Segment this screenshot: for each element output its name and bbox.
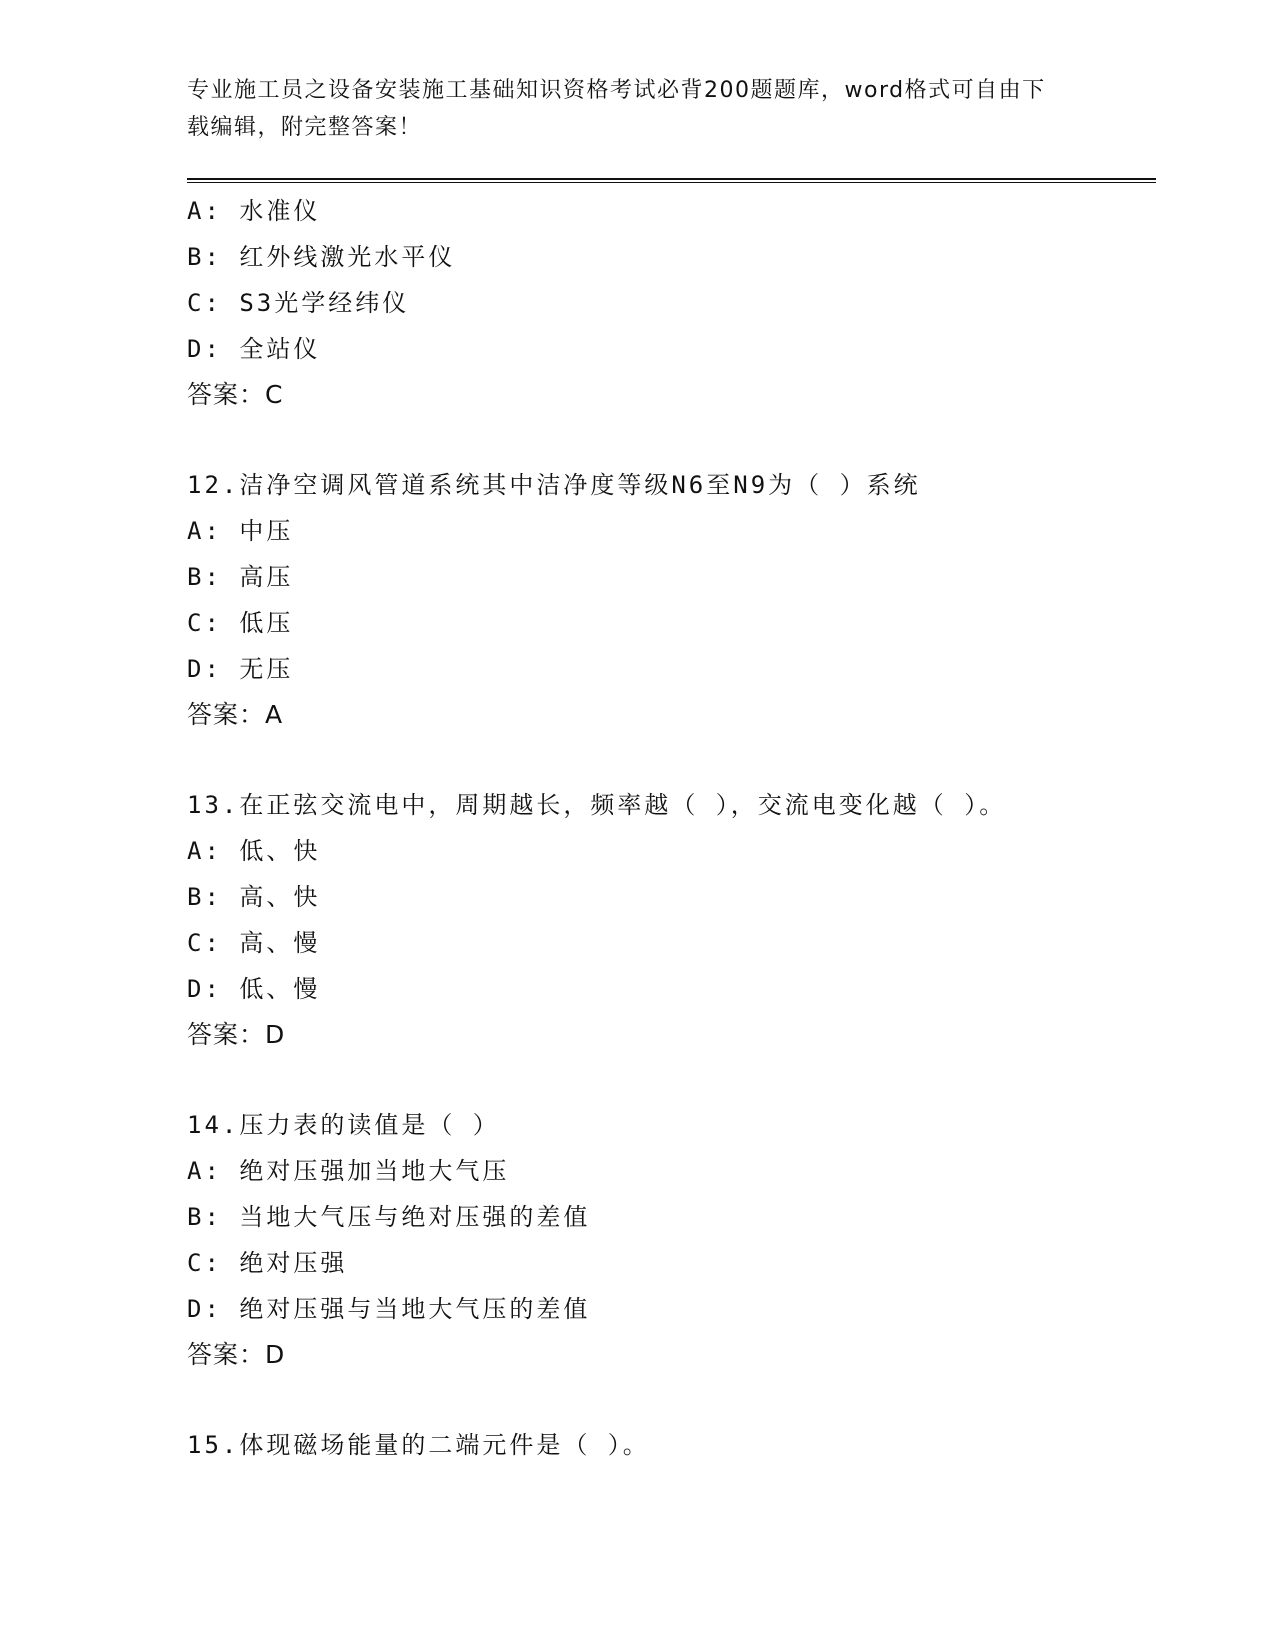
option-b: B: 高、快 <box>187 883 321 911</box>
option-c: C: S3光学经纬仪 <box>187 289 410 317</box>
answer-line: 答案：D <box>187 1020 286 1049</box>
question-text: 12.洁净空调风管道系统其中洁净度等级N6至N9为（ ）系统 <box>187 471 921 499</box>
question-15-block <box>187 1422 1147 1468</box>
option-c: C: 高、慢 <box>187 929 321 957</box>
option-b: B: 红外线激光水平仪 <box>187 243 456 271</box>
document-header-description: 专业施工员之设备安装施工基础知识资格考试必背200题题库，word格式可自由下载编辑，附完整答案！ <box>187 78 1046 140</box>
divider-thick-line <box>187 178 1156 180</box>
option-b: B: 高压 <box>187 563 294 591</box>
answer-line: 答案：D <box>187 1340 286 1369</box>
question-spacer <box>187 418 1147 462</box>
question-text: 13.在正弦交流电中，周期越长，频率越（ ），交流电变化越（ ）。 <box>187 791 1007 819</box>
option-b: B: 当地大气压与绝对压强的差值 <box>187 1203 591 1231</box>
question-list <box>187 188 1147 1468</box>
header-divider <box>187 178 1156 183</box>
option-d: D: 全站仪 <box>187 335 321 363</box>
option-a: A: 低、快 <box>187 837 321 865</box>
option-c: C: 绝对压强 <box>187 1249 348 1277</box>
question-11-block <box>187 188 1147 418</box>
question-text: 15.体现磁场能量的二端元件是（ ）。 <box>187 1431 650 1459</box>
question-13-block <box>187 782 1147 1058</box>
divider-thin-line <box>187 182 1156 183</box>
answer-line: 答案：A <box>187 700 284 729</box>
question-spacer <box>187 1058 1147 1102</box>
answer-line: 答案：C <box>187 380 284 409</box>
option-a: A: 中压 <box>187 517 294 545</box>
question-text: 14.压力表的读值是（ ） <box>187 1111 500 1139</box>
option-d: D: 低、慢 <box>187 975 321 1003</box>
question-spacer <box>187 738 1147 782</box>
question-spacer <box>187 1378 1147 1422</box>
option-c: C: 低压 <box>187 609 294 637</box>
option-a: A: 绝对压强加当地大气压 <box>187 1157 510 1185</box>
question-12-block <box>187 462 1147 738</box>
option-d: D: 无压 <box>187 655 294 683</box>
question-14-block <box>187 1102 1147 1378</box>
option-a: A: 水准仪 <box>187 197 321 225</box>
option-d: D: 绝对压强与当地大气压的差值 <box>187 1295 591 1323</box>
